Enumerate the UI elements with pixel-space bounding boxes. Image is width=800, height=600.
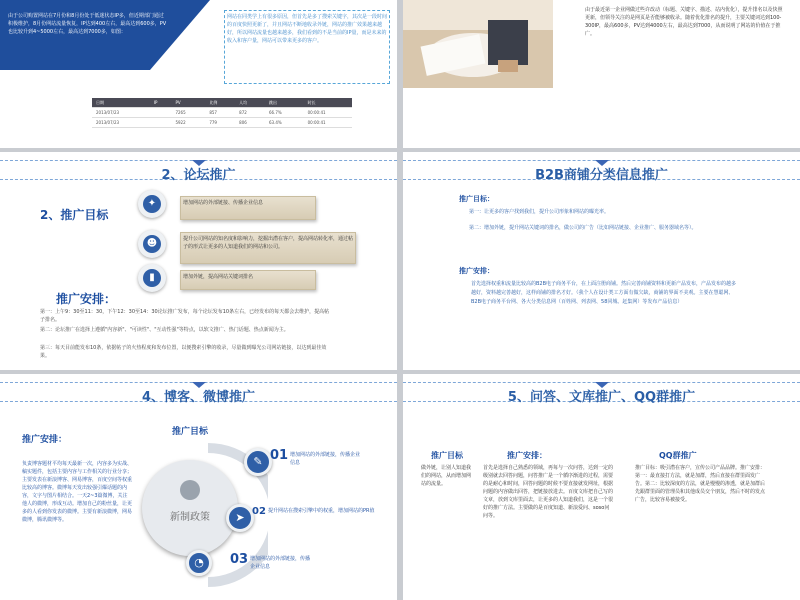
goal-box-3: 增加外链，提高网站关键词排名 (180, 270, 316, 290)
table-header: 日期 (92, 98, 150, 108)
table-row (92, 108, 352, 118)
slide-thumbnail-1[interactable] (0, 0, 397, 148)
traffic-table (92, 98, 352, 128)
goal-heading: 推广目标： (459, 195, 494, 203)
table-cell: 66.7% (265, 108, 304, 118)
table-header: 跳出 (265, 98, 304, 108)
slide-thumbnail-4[interactable] (403, 152, 800, 370)
slide-title: 4、博客、微博推广 (141, 390, 256, 405)
goal-box-2: 提升公司网站的知名度和影响力，挖掘出潜在客户，提高网站转化率，通过帖子的形式让更多的人知道我们的网站和公司。 (180, 232, 356, 264)
slide-title: 5、问答、文库推广、QQ群推广 (507, 390, 696, 405)
plan-heading: 推广安排： (22, 435, 68, 445)
plan-text: 负责博客题材平均每天最新一次，内容多为实战、稿实题件，包括主要内容与工作相关的行业分享；主要发表在新浪博客、网易博客，百度空间等权重比较高的博客。微博每天发出较强引爆话题的内容，文字与图片相结合。一天2~3篇微博，关注他人的微博，形成互动。增加自己的粉丝量，让更多的人看到你发表的微博。主要有新浪微博，网易微博，腾讯微博等。 (22, 461, 133, 523)
item-number: 02 (252, 506, 266, 517)
slide-thumbnail-6[interactable] (403, 374, 800, 600)
item-text: 增加网站的外部链接，传播企业信息 (290, 452, 361, 466)
table-cell: 7265 (171, 108, 205, 118)
table-cell: 00:00:41 (304, 108, 352, 118)
plan-item-2: 第二：论坛推广在选择上遵循"内容新"、"可读性"、"互动性强"等特点，以软文推广、热门话题、热点新闻为主。 (40, 327, 289, 333)
col1-text: 做外链，让别人知道我们的网站，从而增加网站的流量。 (421, 465, 472, 487)
table-cell: 5922 (171, 118, 205, 128)
table-cell: 857 (205, 108, 235, 118)
table-cell: 872 (235, 108, 265, 118)
plan-text: 首先选择权重和流量比较高的B2B电子商务平台，在上面注册商铺。然后完善商铺资料和更新产品发布，产品发布的越多越好，资料越完善越好，这样商铺的排名才好。（我个人在设计类工方面有做欠缺，商铺的界面不美观。主要在慧聪网、B2B电子商务平台网、各大分类信息网（百姓网、列表网、58同城、赶集网）等发布产品信息） (471, 281, 737, 305)
table-cell: 2013/07/23 (92, 108, 150, 118)
pencil-icon: ✎ (244, 448, 272, 476)
goal-box-1: 增加网站的外部链接、传播企业信息 (180, 196, 316, 220)
traffic-intro-text: 由于公司购置网站在7月份和8月份处于低迷状态IP多，但近期部门通过积极维护，8月份网站流量恢复，IP达到400左右，最高达到600多，PV也比较升到4~5000左右，最高达到7000多，如图： (8, 13, 167, 35)
table-cell: 63.4% (265, 118, 304, 128)
satellite-icon: ✦ (138, 190, 166, 218)
bar-chart-icon: ▮ (138, 264, 166, 292)
table-cell (150, 108, 172, 118)
goal-heading: 推广目标 (172, 427, 209, 437)
table-row (92, 118, 352, 128)
plan-item-1: 第一：上午9：30至11：30，下午12：30至14：30论坛推广发布，每个论坛发布10条左右，已经发布的每天都会去维护，提高帖子排名。 (40, 309, 330, 323)
table-header: 人均 (235, 98, 265, 108)
pie-chart-icon: ◔ (186, 550, 212, 576)
item-text: 增加网站的外部链接，传播企业信息 (250, 556, 311, 570)
item-number: 01 (270, 448, 289, 463)
slide-thumbnail-5[interactable] (0, 374, 397, 600)
table-header: 时长 (304, 98, 352, 108)
table-cell: 779 (205, 118, 235, 128)
plan-item-3: 第三：每天目前能发布10条，依据帖子的火热程度和发布位置，以便搜索引擎的收录，尽量做到曝光公司网站链接，以达到最佳效果。 (40, 345, 327, 359)
goal-item-2: 第二：增加外链，提升网站关键词的排名，做公司的广告（比如网站链接、企业推广、服务器域名等）。 (469, 225, 697, 231)
slide-thumbnail-3[interactable] (0, 152, 397, 370)
slide-title: 2、论坛推广 (161, 168, 236, 183)
goal-item-1: 第一：让更多的客户找到我们，提升公司形象和网站的曝光率。 (469, 209, 610, 215)
center-label: 新制政策 (170, 512, 210, 523)
col2-heading: 推广安排： (507, 451, 547, 460)
col1-heading: 推广目标 (431, 451, 463, 460)
col2-text: 首先是选择自己熟悉的领域，再每与一次问答，达到一定的级别就去回答问题，问答推广是一个循序渐进的过程，需要的是耐心和时间，回答问题的时候不要直接就发网址，根据问题的内容做出回答，把链接放进去。百度文库把自己写的文章，放到文库里面去，让更多的人知道我们，这是一个很好的推广方法。主要做的是百度知道、新浪爱问、soso问问等。 (483, 465, 614, 519)
business-photo (403, 0, 553, 88)
table-cell: 00:00:41 (304, 118, 352, 128)
item-number: 03 (230, 552, 249, 567)
table-cell (150, 118, 172, 128)
people-icon: ☻ (138, 230, 166, 258)
slide-thumbnail-2[interactable] (403, 0, 800, 148)
cursor-icon: ➤ (226, 504, 254, 532)
col3-heading: QQ群推广 (659, 451, 697, 460)
item-text: 提升网站在搜索引擎中的权重，增加网站的PR值 (268, 508, 375, 514)
col3-text: 推广目标：吸引潜在客户，宣传公司产品品牌。推广安排：第一：最直接打方法，就是加群，然后直接在群里面发广告。第二：比较深度的方法，就是慢慢的渗透，就是加群后先跟群里面的管理员和其他成员交个朋友，然后不时的发点广告，比较容易被接受。 (635, 465, 766, 503)
plan-heading: 推广安排： (56, 292, 117, 306)
goal-heading: 2、推广目标 (40, 208, 109, 222)
table-header: IP (150, 98, 172, 108)
table-cell: 2013/07/23 (92, 118, 150, 128)
seo-summary-text: 由于最近第一企业网做过些许改动（标题、关键字、描述、站内优化），提升排名以及快照更新，但领导关注的是网页是否能够被收录。随着优化排名的提升，主要关键词达到100-300IP，最高600多，PV达到4000左右，最高达到7000，从而说明了网站的价值在于推广。 (585, 7, 783, 37)
table-header: PV (171, 98, 205, 108)
table-cell: 806 (235, 118, 265, 128)
person-icon (180, 480, 200, 500)
table-header: 比例 (205, 98, 235, 108)
plan-heading: 推广安排： (459, 267, 494, 275)
center-circle (142, 460, 238, 556)
slide-title: B2B商铺分类信息推广 (535, 168, 668, 183)
traffic-callout: 网站在同类学上有很多原因，但首先是多了搜索关键字，其次是一段时间的百度快照更新了，并且网站不断地收录外链，网站的推广效果越来越好，所以网站流量也越来越多，我们看到的不是当前的IP量，而是未来的收入和客户量，网站可以带来更多的客户。 (224, 10, 390, 84)
